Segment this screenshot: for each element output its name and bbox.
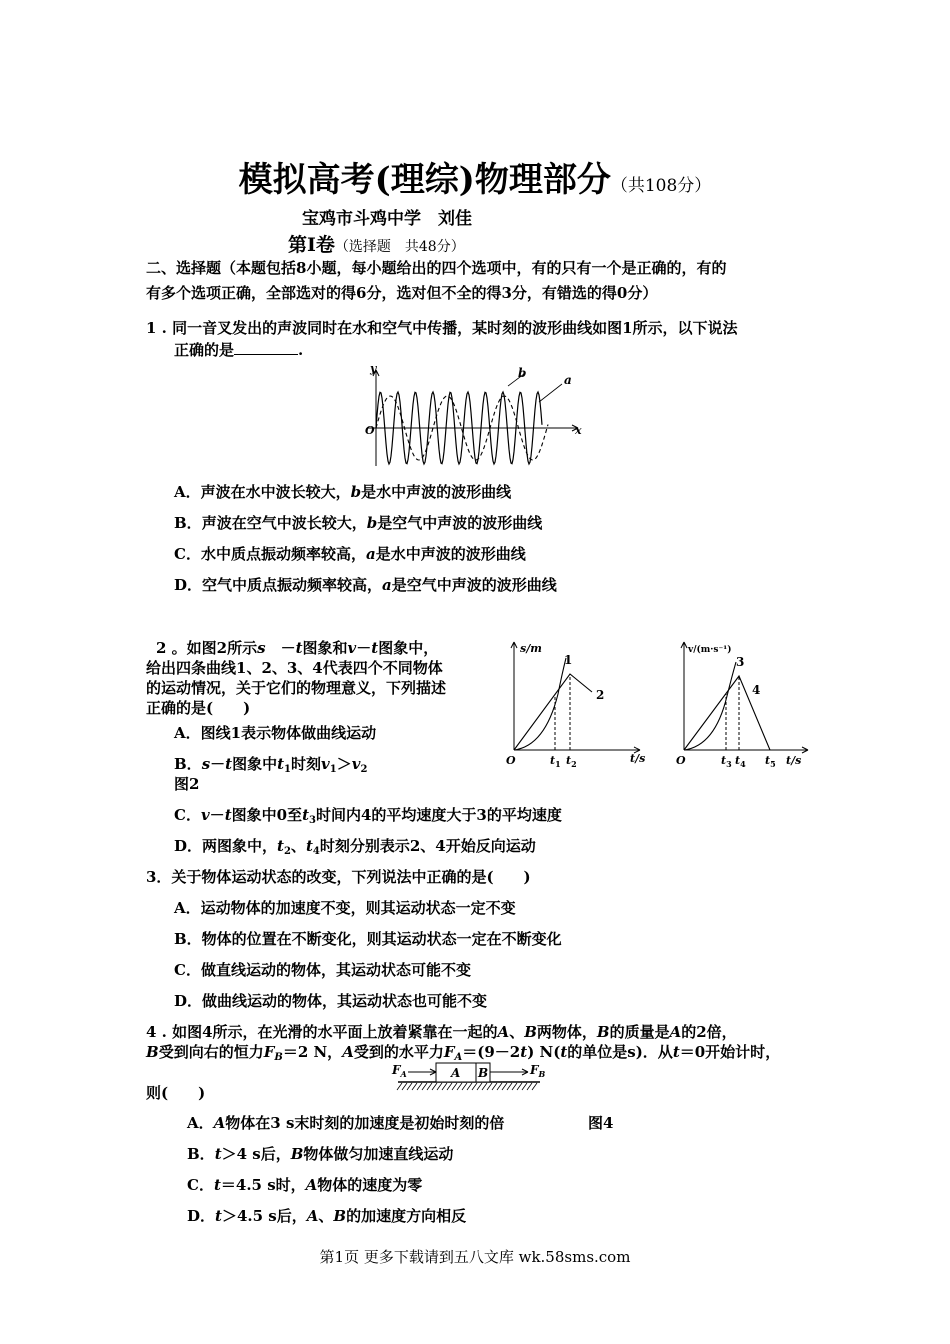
hatch-line — [422, 1083, 427, 1090]
hatch-line — [452, 1083, 457, 1090]
text: 的质量是 — [609, 1023, 670, 1041]
force-fa-label: $F_A$ — [392, 1063, 407, 1079]
hatch-line — [522, 1083, 527, 1090]
var: t — [214, 1145, 222, 1163]
q1-option-c[interactable] — [174, 543, 526, 564]
text: 图象和 — [302, 639, 348, 657]
var: t — [215, 1207, 222, 1225]
volume-note: （选择题 共48分） — [334, 239, 465, 255]
option-key: D． — [174, 576, 203, 594]
t5-label: $t_5$ — [765, 754, 776, 769]
volume-heading — [288, 230, 465, 257]
var: v — [321, 755, 330, 773]
text: 、 — [318, 1207, 334, 1225]
q4-option-c[interactable] — [187, 1174, 422, 1195]
hatch-line — [532, 1083, 537, 1090]
text: 、 — [290, 837, 306, 855]
t1-label: $t_1$ — [550, 754, 561, 769]
var: A — [305, 1176, 318, 1194]
xlabel: t/s — [630, 752, 646, 765]
volume-label: 第Ⅰ卷 — [288, 234, 335, 256]
curve-3-label: 3 — [736, 655, 745, 669]
var: A — [213, 1114, 226, 1132]
text: 、 — [509, 1023, 525, 1041]
page-footer: 第1页 更多下载请到五八文库 wk.58sms.com — [319, 1248, 631, 1266]
text: 图象中0至 — [231, 806, 303, 824]
ylabel: v/(m·s⁻¹) — [688, 645, 732, 655]
q4-option-b[interactable] — [187, 1143, 453, 1164]
page-title — [0, 152, 950, 201]
answer-blank — [234, 340, 298, 355]
option-text: 声波在空气中波长较大， — [201, 514, 367, 532]
q1-option-a[interactable] — [174, 481, 511, 502]
q4-option-a[interactable] — [187, 1112, 504, 1133]
sub: 1 — [329, 764, 337, 775]
hatch-line — [487, 1083, 492, 1090]
text: 2 。如图2所示 — [156, 639, 258, 657]
q3-option-b[interactable]: B．物体的位置在不断变化，则其运动状态一定在不断变化 — [174, 930, 562, 948]
sub: 3 — [309, 815, 316, 826]
option-var: b — [350, 483, 362, 501]
hatch-line — [512, 1083, 517, 1090]
text: 时刻分别表示2、4开始反向运动 — [319, 837, 536, 855]
q1-option-d[interactable] — [174, 574, 557, 595]
option-var: b — [366, 514, 378, 532]
hatch-line — [402, 1083, 407, 1090]
option-text: 是水中声波的波形曲线 — [375, 545, 526, 563]
var: F — [443, 1043, 455, 1061]
option-text: 是空气中声波的波形曲线 — [377, 514, 543, 532]
y-axis-label: y — [370, 362, 377, 375]
t4-label: $t_4$ — [735, 754, 746, 769]
sub: B — [274, 1052, 283, 1063]
curve-1-label: 1 — [564, 653, 573, 667]
hatch-line — [502, 1083, 507, 1090]
q4-stem-line3: 则( ) — [146, 1084, 206, 1102]
sub: 4 — [312, 846, 320, 857]
text: ＞4.5 s后， — [221, 1207, 307, 1225]
q3-option-a[interactable]: A．运动物体的加速度不变，则其运动状态一定不变 — [174, 899, 516, 917]
hatch-line — [417, 1083, 422, 1090]
figure-4-blocks — [388, 1060, 548, 1096]
hatch-line — [457, 1083, 462, 1090]
var: v — [351, 755, 361, 773]
var: B — [146, 1043, 159, 1061]
q2-option-d[interactable] — [174, 835, 536, 857]
text: 的单位是s)．从 — [567, 1043, 673, 1061]
text: ＝(9－2 — [462, 1043, 521, 1061]
block-b-label: B — [478, 1066, 489, 1080]
title-note: （共108分） — [610, 176, 712, 196]
q2-option-b[interactable] — [174, 753, 367, 775]
q3-stem: 3．关于物体运动状态的改变，下列说法中正确的是( ) — [146, 868, 531, 886]
q4-stem-line1 — [146, 1021, 737, 1042]
option-var: a — [365, 545, 376, 563]
q2-stem-line2: 给出四条曲线1、2、3、4代表四个不同物体 — [146, 659, 443, 677]
hatch-line — [432, 1083, 437, 1090]
option-key: B． — [174, 755, 202, 773]
q3-option-d[interactable]: D．做曲线运动的物体，其运动状态也可能不变 — [174, 992, 488, 1010]
sub: 2 — [283, 846, 291, 857]
hatch-line — [517, 1083, 522, 1090]
figure-2-st-graph — [500, 636, 650, 770]
hatch-line — [462, 1083, 467, 1090]
option-key: C． — [174, 545, 201, 563]
section-intro-2: 有多个选项正确，全部选对的得6分，选对但不全的得3分，有错选的得0分） — [146, 284, 658, 302]
var: B — [333, 1207, 347, 1225]
var: v — [200, 806, 210, 824]
var: t — [371, 639, 379, 657]
figure-1-wave-chart — [356, 362, 586, 470]
option-text: 是水中声波的波形曲线 — [361, 483, 512, 501]
ground-hatching — [397, 1083, 537, 1090]
option-key: C． — [174, 806, 201, 824]
hatch-line — [477, 1083, 482, 1090]
hatch-line — [467, 1083, 472, 1090]
section-intro-1: 二、选择题（本题包括8小题，每小题给出的四个选项中，有的只有一个是正确的，有的 — [146, 259, 727, 277]
curve-3 — [684, 662, 736, 750]
q1-stem-line2 — [174, 339, 303, 360]
option-text: 水中质点振动频率较高， — [200, 545, 366, 563]
option-key: C． — [187, 1176, 214, 1194]
text: 受到向右的恒力 — [158, 1043, 264, 1061]
option-text: 空气中质点振动频率较高， — [202, 576, 383, 594]
origin-label: O — [506, 754, 516, 767]
q4-option-d[interactable] — [187, 1205, 466, 1226]
text: 时间内4的平均速度大于3的平均速度 — [315, 806, 562, 824]
figure-2-caption: 图2 — [174, 775, 200, 793]
t2-label: $t_2$ — [566, 754, 577, 769]
sub: 1 — [284, 764, 292, 775]
text: － — [356, 639, 372, 657]
xlabel: t/s — [786, 754, 802, 767]
var: B — [596, 1023, 610, 1041]
label-a-pointer — [539, 384, 562, 402]
var: A — [342, 1043, 354, 1061]
figure-4-caption: 图4 — [588, 1114, 614, 1132]
var: t — [302, 806, 309, 824]
option-text: 是空气中声波的波形曲线 — [391, 576, 557, 594]
q1-option-b[interactable] — [174, 512, 542, 533]
option-text: 声波在水中波长较大， — [200, 483, 351, 501]
hatch-line — [507, 1083, 512, 1090]
curve-2-label: 2 — [596, 688, 605, 702]
hatch-line — [412, 1083, 417, 1090]
var: t — [277, 755, 285, 773]
text: － — [210, 755, 226, 773]
text: 的加速度方向相反 — [346, 1207, 467, 1225]
ylabel: s/m — [520, 642, 542, 655]
wave-a-label: a — [564, 373, 572, 387]
var: A — [306, 1207, 319, 1225]
var: s — [257, 639, 266, 657]
hatch-line — [447, 1083, 452, 1090]
text: 物体做匀加速直线运动 — [303, 1145, 454, 1163]
q1-stem-text: 正确的是 — [174, 341, 235, 359]
var: v — [347, 639, 357, 657]
text: 时刻 — [291, 755, 322, 773]
wave-b-label: b — [518, 366, 527, 380]
origin-label: O — [676, 754, 686, 767]
text: － — [209, 806, 225, 824]
q1-stem-line1: 1 . 同一音叉发出的声波同时在水和空气中传播，某时刻的波形曲线如图1所示，以下说法 — [146, 319, 738, 337]
q1-stem-end: . — [298, 341, 304, 359]
text: ＞4 s后， — [221, 1145, 291, 1163]
x-axis-label: x — [575, 424, 582, 437]
option-key: A． — [174, 483, 201, 501]
hatch-line — [492, 1083, 497, 1090]
text: 受到的水平力 — [353, 1043, 444, 1061]
text: 物体在3 s末时刻的加速度是初始时刻的倍 — [225, 1114, 505, 1132]
force-fb-label: $F_B$ — [530, 1063, 546, 1079]
text: 图象中， — [378, 639, 439, 657]
text: 图象中 — [232, 755, 278, 773]
sub: 2 — [360, 764, 368, 775]
text: ＝2 N， — [282, 1043, 343, 1061]
option-key: B． — [187, 1145, 215, 1163]
block-a-label: A — [451, 1066, 461, 1080]
origin-label: O — [365, 424, 375, 437]
var: A — [497, 1023, 510, 1041]
var: t — [672, 1043, 680, 1061]
option-key: A． — [187, 1114, 214, 1132]
var: A — [669, 1023, 682, 1041]
title-text: 模拟高考(理综)物理部分 — [238, 160, 611, 200]
hatch-line — [442, 1083, 447, 1090]
hatch-line — [472, 1083, 477, 1090]
var: t — [277, 837, 284, 855]
q2-stem-line1 — [156, 637, 438, 658]
hatch-line — [397, 1083, 402, 1090]
text: ) N( — [527, 1043, 561, 1061]
hatch-line — [407, 1083, 412, 1090]
var: t — [213, 1176, 221, 1194]
var: s — [201, 755, 211, 773]
var: t — [305, 837, 313, 855]
hatch-line — [527, 1083, 532, 1090]
text: － — [265, 639, 296, 657]
text: ＝4.5 s时， — [220, 1176, 306, 1194]
q2-stem-line4: 正确的是( ) — [146, 699, 251, 717]
curve-4-label: 4 — [752, 683, 761, 697]
text: 物体的速度为零 — [317, 1176, 423, 1194]
var: t — [224, 806, 232, 824]
q2-option-a[interactable]: A．图线1表示物体做曲线运动 — [174, 724, 377, 742]
sub: A — [454, 1052, 463, 1063]
text: ＝0开始计时， — [679, 1043, 781, 1061]
figure-2-vt-graph — [670, 636, 820, 770]
var: t — [560, 1043, 568, 1061]
hatch-line — [427, 1083, 432, 1090]
text: 4 . 如图4所示，在光滑的水平面上放着紧靠在一起的 — [146, 1023, 498, 1041]
option-key: D．两图象中， — [174, 837, 278, 855]
q2-stem-line3: 的运动情况，关于它们的物理意义，下列描述 — [146, 679, 447, 697]
hatch-line — [482, 1083, 487, 1090]
q3-option-c[interactable]: C．做直线运动的物体，其运动状态可能不变 — [174, 961, 471, 979]
option-key: D． — [187, 1207, 216, 1225]
option-var: a — [382, 576, 392, 594]
var: t — [520, 1043, 528, 1061]
q2-option-c[interactable] — [174, 804, 562, 826]
hatch-line — [497, 1083, 502, 1090]
text: 的2倍， — [681, 1023, 737, 1041]
var: B — [524, 1023, 537, 1041]
var: t — [295, 639, 303, 657]
var: B — [290, 1145, 304, 1163]
author-line: 宝鸡市斗鸡中学 刘佳 — [302, 209, 472, 229]
text: ＞ — [336, 755, 352, 773]
text: 两物体， — [536, 1023, 597, 1041]
hatch-line — [437, 1083, 442, 1090]
var: t — [225, 755, 233, 773]
var: F — [263, 1043, 275, 1061]
option-key: B． — [174, 514, 202, 532]
t3-label: $t_3$ — [721, 754, 732, 769]
curve-1 — [514, 658, 566, 750]
